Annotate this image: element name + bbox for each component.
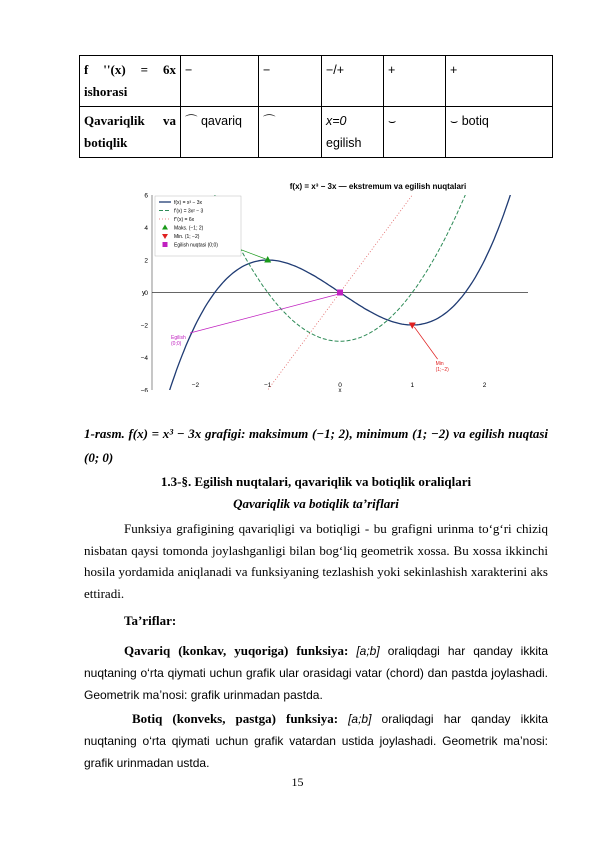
definition-text: oraliqdagi har qanday ikkita nuqtaning o‘rta qiymati uchun grafik vatardan ustida joylashadi. Geometrik ma’nosi: grafik urinmadan ustda. <box>84 712 549 770</box>
y-tick-label: 0 <box>144 290 148 297</box>
interval: [a;b] <box>356 644 380 658</box>
table-cell: − <box>181 56 259 107</box>
definitions-heading: Ta’riflar: <box>124 613 177 628</box>
function-graph <box>138 180 538 392</box>
table-cell: ⌣ botiq <box>446 107 553 158</box>
min-arrow <box>414 327 437 359</box>
y-tick-label: −4 <box>140 355 148 362</box>
definition-convex <box>84 708 548 774</box>
paragraph: Funksiya grafigining qavariqligi va botiqligi - bu grafigni urinma to‘g‘ri chiziq nisbatan qaysi tomonda joylashganligi bilan bog‘liq geometrik xossa. Bu xossa ikkinchi hosila yordamida aniqlanadi va funksiyaning tezlashish yoki sekinlashish xarakterini aks ettiradi. <box>84 521 548 601</box>
y-tick-label: 4 <box>144 225 148 232</box>
definition-term: Qavariq (konkav, yuqoriga) funksiya: <box>124 643 349 658</box>
y-tick-label: −2 <box>140 322 148 330</box>
x-tick-label: 1 <box>410 382 415 389</box>
table-row <box>80 107 553 158</box>
page-number: 15 <box>291 775 304 789</box>
table-header-cell: Qavariqlik va botiqlik <box>80 107 181 158</box>
convexity-table <box>79 55 553 158</box>
chart-svg <box>138 180 538 392</box>
y-tick-label: −6 <box>140 387 148 392</box>
table-row <box>80 56 553 107</box>
section-title: 1.3-§. Egilish nuqtalari, qavariqlik va botiqlik oraliqlari <box>160 474 472 489</box>
y-tick-label: 6 <box>144 192 148 200</box>
table-cell: −/+ <box>322 56 384 107</box>
inflection-annotation: (0;0) <box>171 341 182 347</box>
definition-concave <box>84 640 548 706</box>
table-cell <box>322 107 384 158</box>
table-cell: + <box>384 56 446 107</box>
inflection-label: egilish <box>326 136 362 150</box>
y-axis-label: y <box>142 289 146 297</box>
definition-term: Botiq (konveks, pastga) funksiya: <box>132 711 339 726</box>
legend-entry: Min. (1; −2) <box>174 234 200 240</box>
x-tick-label: −1 <box>263 382 272 389</box>
inflection-x-label: x=0 <box>326 114 347 128</box>
y-tick-label: 2 <box>144 257 148 265</box>
x-axis-label: x <box>338 388 342 392</box>
figure-caption: 1-rasm. f(x) = x³ − 3x grafigi: maksimum (−1; 2), minimum (1; −2) va egilish nuqtasi (0; 0) <box>84 426 548 465</box>
legend-entry: f'(x) = 3x² − 3 <box>174 208 204 215</box>
legend-entry: Maks. (−1; 2) <box>174 225 204 232</box>
table-cell: ⌣ <box>384 107 446 158</box>
x-tick-label: −2 <box>191 382 200 389</box>
inflection-point <box>337 290 343 296</box>
table-cell: − <box>259 56 322 107</box>
min-annotation: (1;−2) <box>435 367 449 374</box>
interval: [a;b] <box>348 712 372 726</box>
x-tick-label: 2 <box>482 382 487 389</box>
table-header-cell: f ''(x) = 6x ishorasi <box>80 56 181 107</box>
legend-entry: f(x) = x³ − 3x <box>174 200 203 206</box>
subtitle: Qavariqlik va botiqlik ta’riflari <box>233 496 399 511</box>
legend-entry: f''(x) = 6x <box>174 217 195 223</box>
chart-title: f(x) = x³ − 3x — ekstremum va egilish nuqtalari <box>289 182 467 191</box>
definition-text: oraliqdagi har qanday ikkita nuqtaning o‘rta qiymati uchun grafik ular orasidagi vatar (chord) dan pastda joylashadi. Geometrik ma’nosi: grafik urinmadan pastda. <box>84 644 548 702</box>
table-cell: ⌒ <box>259 107 322 158</box>
legend-inflection-marker <box>163 242 168 247</box>
table-cell: ⌒ qavariq <box>181 107 259 158</box>
legend-entry: Egilish nuqtasi (0;0) <box>174 242 218 249</box>
x-tick-label: 0 <box>338 382 342 389</box>
max-point <box>264 256 271 263</box>
inflection-annotation: Egilish <box>171 335 186 341</box>
min-annotation: Min <box>435 361 444 368</box>
table-cell: + <box>446 56 553 107</box>
inflection-arrow <box>190 295 337 334</box>
